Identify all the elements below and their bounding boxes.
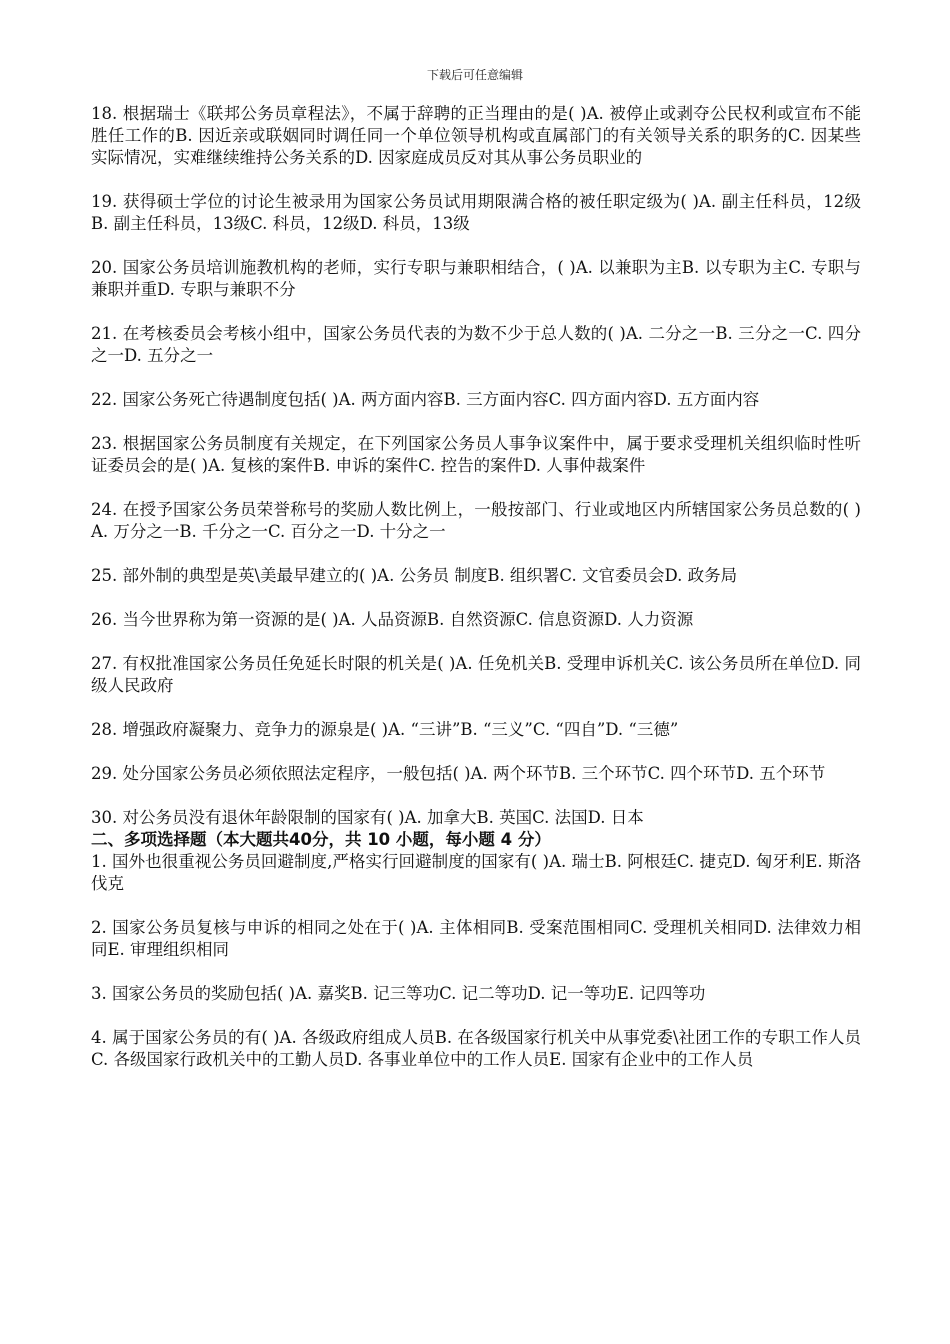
document-body xyxy=(91,103,861,1093)
section-title-multiple-choice: 二、多项选择题（本大题共40分，共 10 小题，每小题 4 分） xyxy=(91,830,551,849)
question-25: 25. 部外制的典型是英\美最早建立的( )A. 公务员 制度B. 组织署C. 文官委员会D. 政务局 xyxy=(91,566,738,585)
question-26: 26. 当今世界称为第一资源的是( )A. 人品资源B. 自然资源C. 信息资源D. 人力资源 xyxy=(91,610,694,629)
mc-question-4: 4. 属于国家公务员的有( )A. 各级政府组成人员B. 在各级国家行机关中从事党委\社团工作的专职工作人员C. 各级国家行政机关中的工勤人员D. 各事业单位中的工作人员E. 国家有企业中的工作人员 xyxy=(91,1028,861,1069)
mc-question-3: 3. 国家公务员的奖励包括( )A. 嘉奖B. 记三等功C. 记二等功D. 记一等功E. 记四等功 xyxy=(91,984,706,1003)
question-24: 24. 在授予国家公务员荣誉称号的奖励人数比例上，一般按部门、行业或地区内所辖国家公务员总数的( )A. 万分之一B. 千分之一C. 百分之一D. 十分之一 xyxy=(91,500,861,541)
mc-question-1: 1. 国外也很重视公务员回避制度,严格实行回避制度的国家有( )A. 瑞士B. 阿根廷C. 捷克D. 匈牙利E. 斯洛伐克 xyxy=(91,852,861,893)
question-19: 19. 获得硕士学位的讨论生被录用为国家公务员试用期限满合格的被任职定级为( )A. 副主任科员，12级B. 副主任科员，13级C. 科员，12级D. 科员，13级 xyxy=(91,192,861,233)
question-30: 30. 对公务员没有退休年龄限制的国家有( )A. 加拿大B. 英国C. 法国D. 日本 xyxy=(91,808,644,827)
question-20: 20. 国家公务员培训施教机构的老师，实行专职与兼职相结合，( )A. 以兼职为主B. 以专职为主C. 专职与兼职并重D. 专职与兼职不分 xyxy=(91,258,861,299)
question-22: 22. 国家公务死亡待遇制度包括( )A. 两方面内容B. 三方面内容C. 四方面内容D. 五方面内容 xyxy=(91,390,760,409)
question-21: 21. 在考核委员会考核小组中，国家公务员代表的为数不少于总人数的( )A. 二分之一B. 三分之一C. 四分之一D. 五分之一 xyxy=(91,324,861,365)
question-23: 23. 根据国家公务员制度有关规定，在下列国家公务员人事争议案件中，属于要求受理机关组织临时性听证委员会的是( )A. 复核的案件B. 申诉的案件C. 控告的案件D. 人事仲裁案件 xyxy=(91,434,861,475)
page-header: 下载后可任意编辑 xyxy=(426,68,523,82)
question-27: 27. 有权批准国家公务员任免延长时限的机关是( )A. 任免机关B. 受理申诉机关C. 该公务员所在单位D. 同级人民政府 xyxy=(91,654,861,695)
question-18: 18. 根据瑞士《联邦公务员章程法》，不属于辞聘的正当理由的是( )A. 被停止或剥夺公民权利或宣布不能胜任工作的B. 因近亲或联姻同时调任同一个单位领导机构或直属部门的有关领导关系的职务的C. 因某些实际情况，实难继续维持公务关系的D. 因家庭成员反对其从事公务员职业的 xyxy=(91,104,861,167)
question-28: 28. 增强政府凝聚力、竞争力的源泉是( )A. “三讲”B. “三义”C. “四自”D. “三德” xyxy=(91,720,679,739)
mc-question-2: 2. 国家公务员复核与申诉的相同之处在于( )A. 主体相同B. 受案范围相同C. 受理机关相同D. 法律效力相同E. 审理组织相同 xyxy=(91,918,861,959)
question-29: 29. 处分国家公务员必须依照法定程序，一般包括( )A. 两个环节B. 三个环节C. 四个环节D. 五个环节 xyxy=(91,764,826,783)
